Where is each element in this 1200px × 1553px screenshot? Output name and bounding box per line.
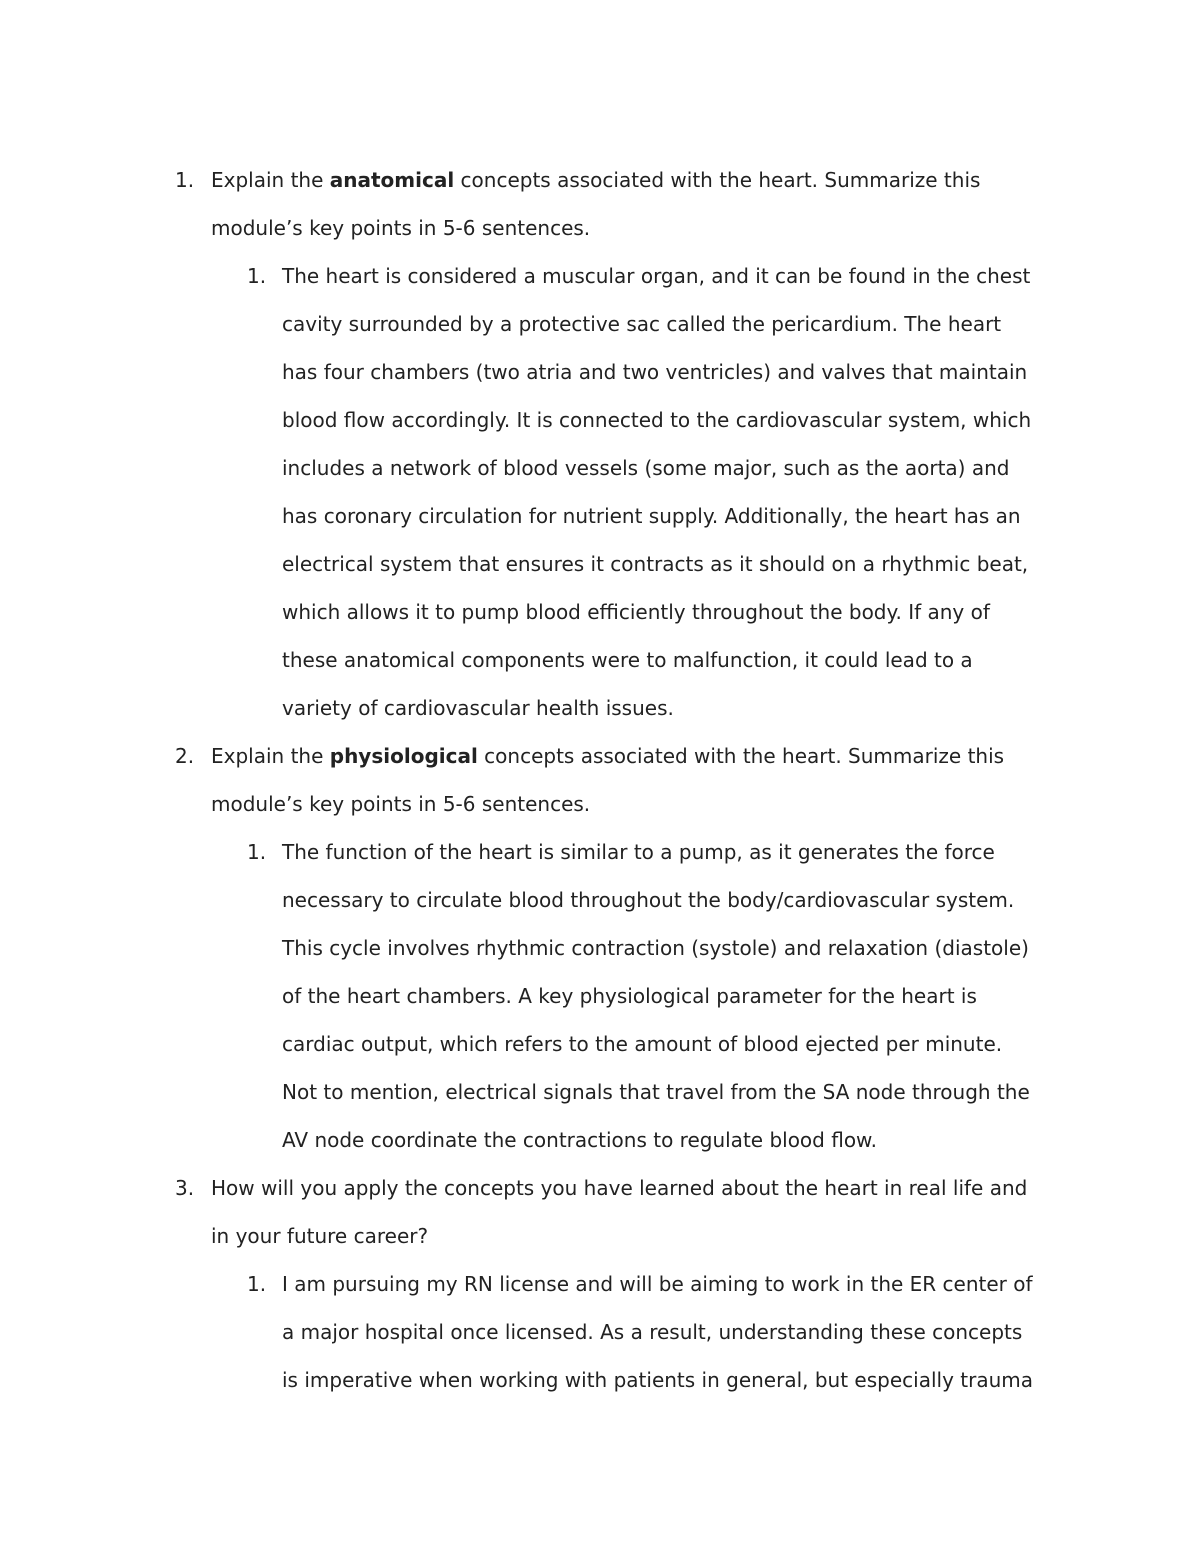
emphasis-term: physiological [329,744,478,768]
answer-line: electrical system that ensures it contracts as it should on a rhythmic beat, [282,552,1029,576]
sub-list-number: 1. [247,840,267,864]
list-number: 3. [175,1176,195,1200]
sub-list-number: 1. [247,264,267,288]
list-number: 2. [175,744,195,768]
answer-line: I am pursuing my RN license and will be aiming to work in the ER center of [282,1272,1033,1296]
list-number: 1. [175,168,195,192]
answer-line: variety of cardiovascular health issues. [282,696,674,720]
question-line: Explain the anatomical concepts associated with the heart. Summarize this [211,168,981,192]
question-line: module’s key points in 5-6 sentences. [211,216,591,240]
answer-line: The heart is considered a muscular organ, and it can be found in the chest [282,264,1031,288]
answer-line: blood flow accordingly. It is connected to the cardiovascular system, which [282,408,1032,432]
question-line: in your future career? [211,1224,429,1248]
answer-line: cardiac output, which refers to the amount of blood ejected per minute. [282,1032,1003,1056]
sub-list-number: 1. [247,1272,267,1296]
answer-line: This cycle involves rhythmic contraction (systole) and relaxation (diastole) [282,936,1029,960]
question-line: How will you apply the concepts you have learned about the heart in real life and [211,1176,1028,1200]
answer-line: has coronary circulation for nutrient supply. Additionally, the heart has an [282,504,1021,528]
answer-line: a major hospital once licensed. As a result, understanding these concepts [282,1320,1023,1344]
answer-line: these anatomical components were to malfunction, it could lead to a [282,648,973,672]
answer-line: necessary to circulate blood throughout the body/cardiovascular system. [282,888,1015,912]
answer-line: cavity surrounded by a protective sac called the pericardium. The heart [282,312,1002,336]
question-line: module’s key points in 5-6 sentences. [211,792,591,816]
answer-line: of the heart chambers. A key physiological parameter for the heart is [282,984,977,1008]
answer-line: is imperative when working with patients in general, but especially trauma [282,1368,1034,1392]
answer-line: which allows it to pump blood efficiently throughout the body. If any of [282,600,990,624]
answer-line: Not to mention, electrical signals that travel from the SA node through the [282,1080,1030,1104]
question-line: Explain the physiological concepts associated with the heart. Summarize this [211,744,1005,768]
answer-line: The function of the heart is similar to a pump, as it generates the force [282,840,995,864]
answer-line: includes a network of blood vessels (some major, such as the aorta) and [282,456,1010,480]
answer-line: AV node coordinate the contractions to regulate blood flow. [282,1128,877,1152]
emphasis-term: anatomical [329,168,455,192]
answer-line: has four chambers (two atria and two ventricles) and valves that maintain [282,360,1028,384]
